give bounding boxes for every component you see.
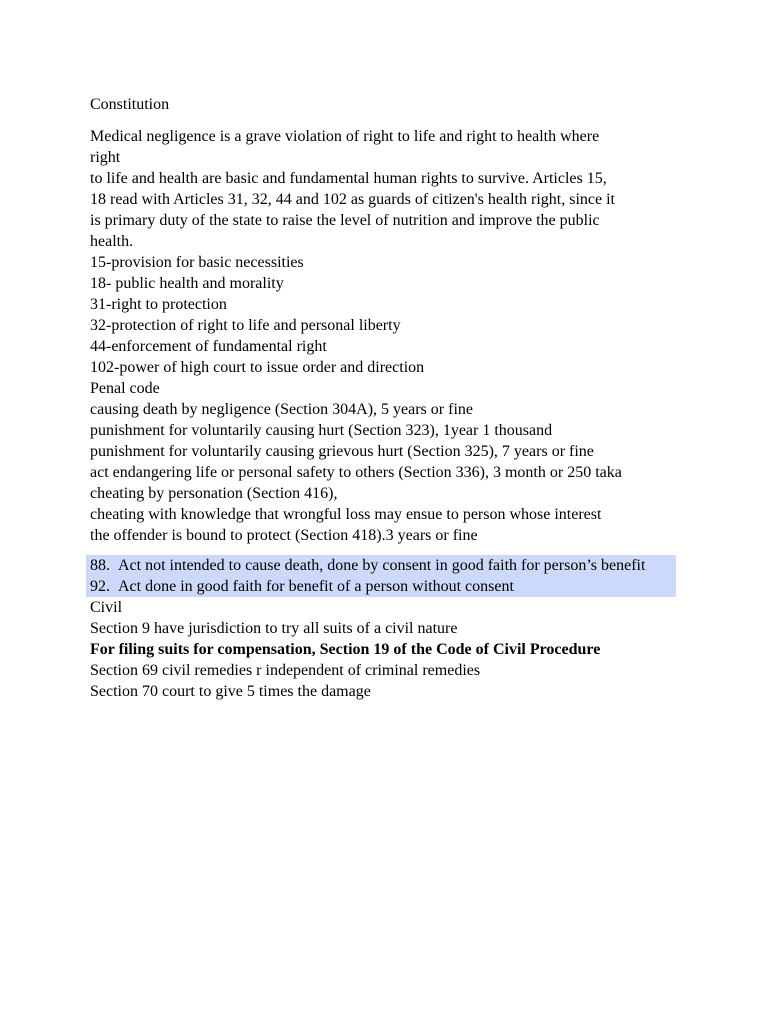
text-line: health. bbox=[90, 233, 134, 250]
section-heading-civil: Civil bbox=[90, 599, 123, 616]
penal-item: act endangering life or personal safety to others (Section 336), 3 month or 250 taka bbox=[90, 464, 622, 481]
list-item-number: 88. bbox=[90, 557, 110, 574]
list-item bbox=[90, 555, 676, 576]
section-heading-penal-code: Penal code bbox=[90, 380, 160, 397]
list-item bbox=[90, 576, 676, 597]
article-item: 31-right to protection bbox=[90, 296, 227, 313]
document-body bbox=[90, 94, 690, 702]
constitution-text-block bbox=[90, 126, 690, 546]
article-item: 102-power of high court to issue order and direction bbox=[90, 359, 425, 376]
list-item-text: Act done in good faith for benefit of a person without consent bbox=[118, 578, 514, 595]
section-heading-constitution: Constitution bbox=[90, 96, 170, 113]
civil-item: Section 69 civil remedies r independent of criminal remedies bbox=[90, 662, 481, 679]
highlighted-list bbox=[86, 555, 676, 597]
article-item: 44-enforcement of fundamental right bbox=[90, 338, 327, 355]
text-line: to life and health are basic and fundamental human rights to survive. Articles 15, bbox=[90, 170, 607, 187]
text-line: is primary duty of the state to raise the level of nutrition and improve the public bbox=[90, 212, 600, 229]
article-item: 32-protection of right to life and personal liberty bbox=[90, 317, 401, 334]
penal-item: the offender is bound to protect (Section 418).3 years or fine bbox=[90, 527, 478, 544]
penal-item: causing death by negligence (Section 304A), 5 years or fine bbox=[90, 401, 473, 418]
list-item-number: 92. bbox=[90, 578, 110, 595]
text-line: Medical negligence is a grave violation of right to life and right to health where bbox=[90, 128, 600, 145]
spacer bbox=[90, 546, 690, 555]
penal-item: cheating by personation (Section 416), bbox=[90, 485, 338, 502]
text-line: 18 read with Articles 31, 32, 44 and 102 as guards of citizen's health right, since it bbox=[90, 191, 615, 208]
penal-item: punishment for voluntarily causing grievous hurt (Section 325), 7 years or fine bbox=[90, 443, 594, 460]
text-line: right bbox=[90, 149, 121, 166]
penal-item: punishment for voluntarily causing hurt (Section 323), 1year 1 thousand bbox=[90, 422, 553, 439]
article-item: 18- public health and morality bbox=[90, 275, 284, 292]
list-item-text: Act not intended to cause death, done by consent in good faith for person’s benefit bbox=[118, 557, 646, 574]
penal-item: cheating with knowledge that wrongful loss may ensue to person whose interest bbox=[90, 506, 602, 523]
civil-item: Section 9 have jurisdiction to try all suits of a civil nature bbox=[90, 620, 458, 637]
civil-item-bold: For filing suits for compensation, Section 19 of the Code of Civil Procedure bbox=[90, 641, 601, 658]
article-item: 15-provision for basic necessities bbox=[90, 254, 304, 271]
civil-item: Section 70 court to give 5 times the damage bbox=[90, 683, 371, 700]
